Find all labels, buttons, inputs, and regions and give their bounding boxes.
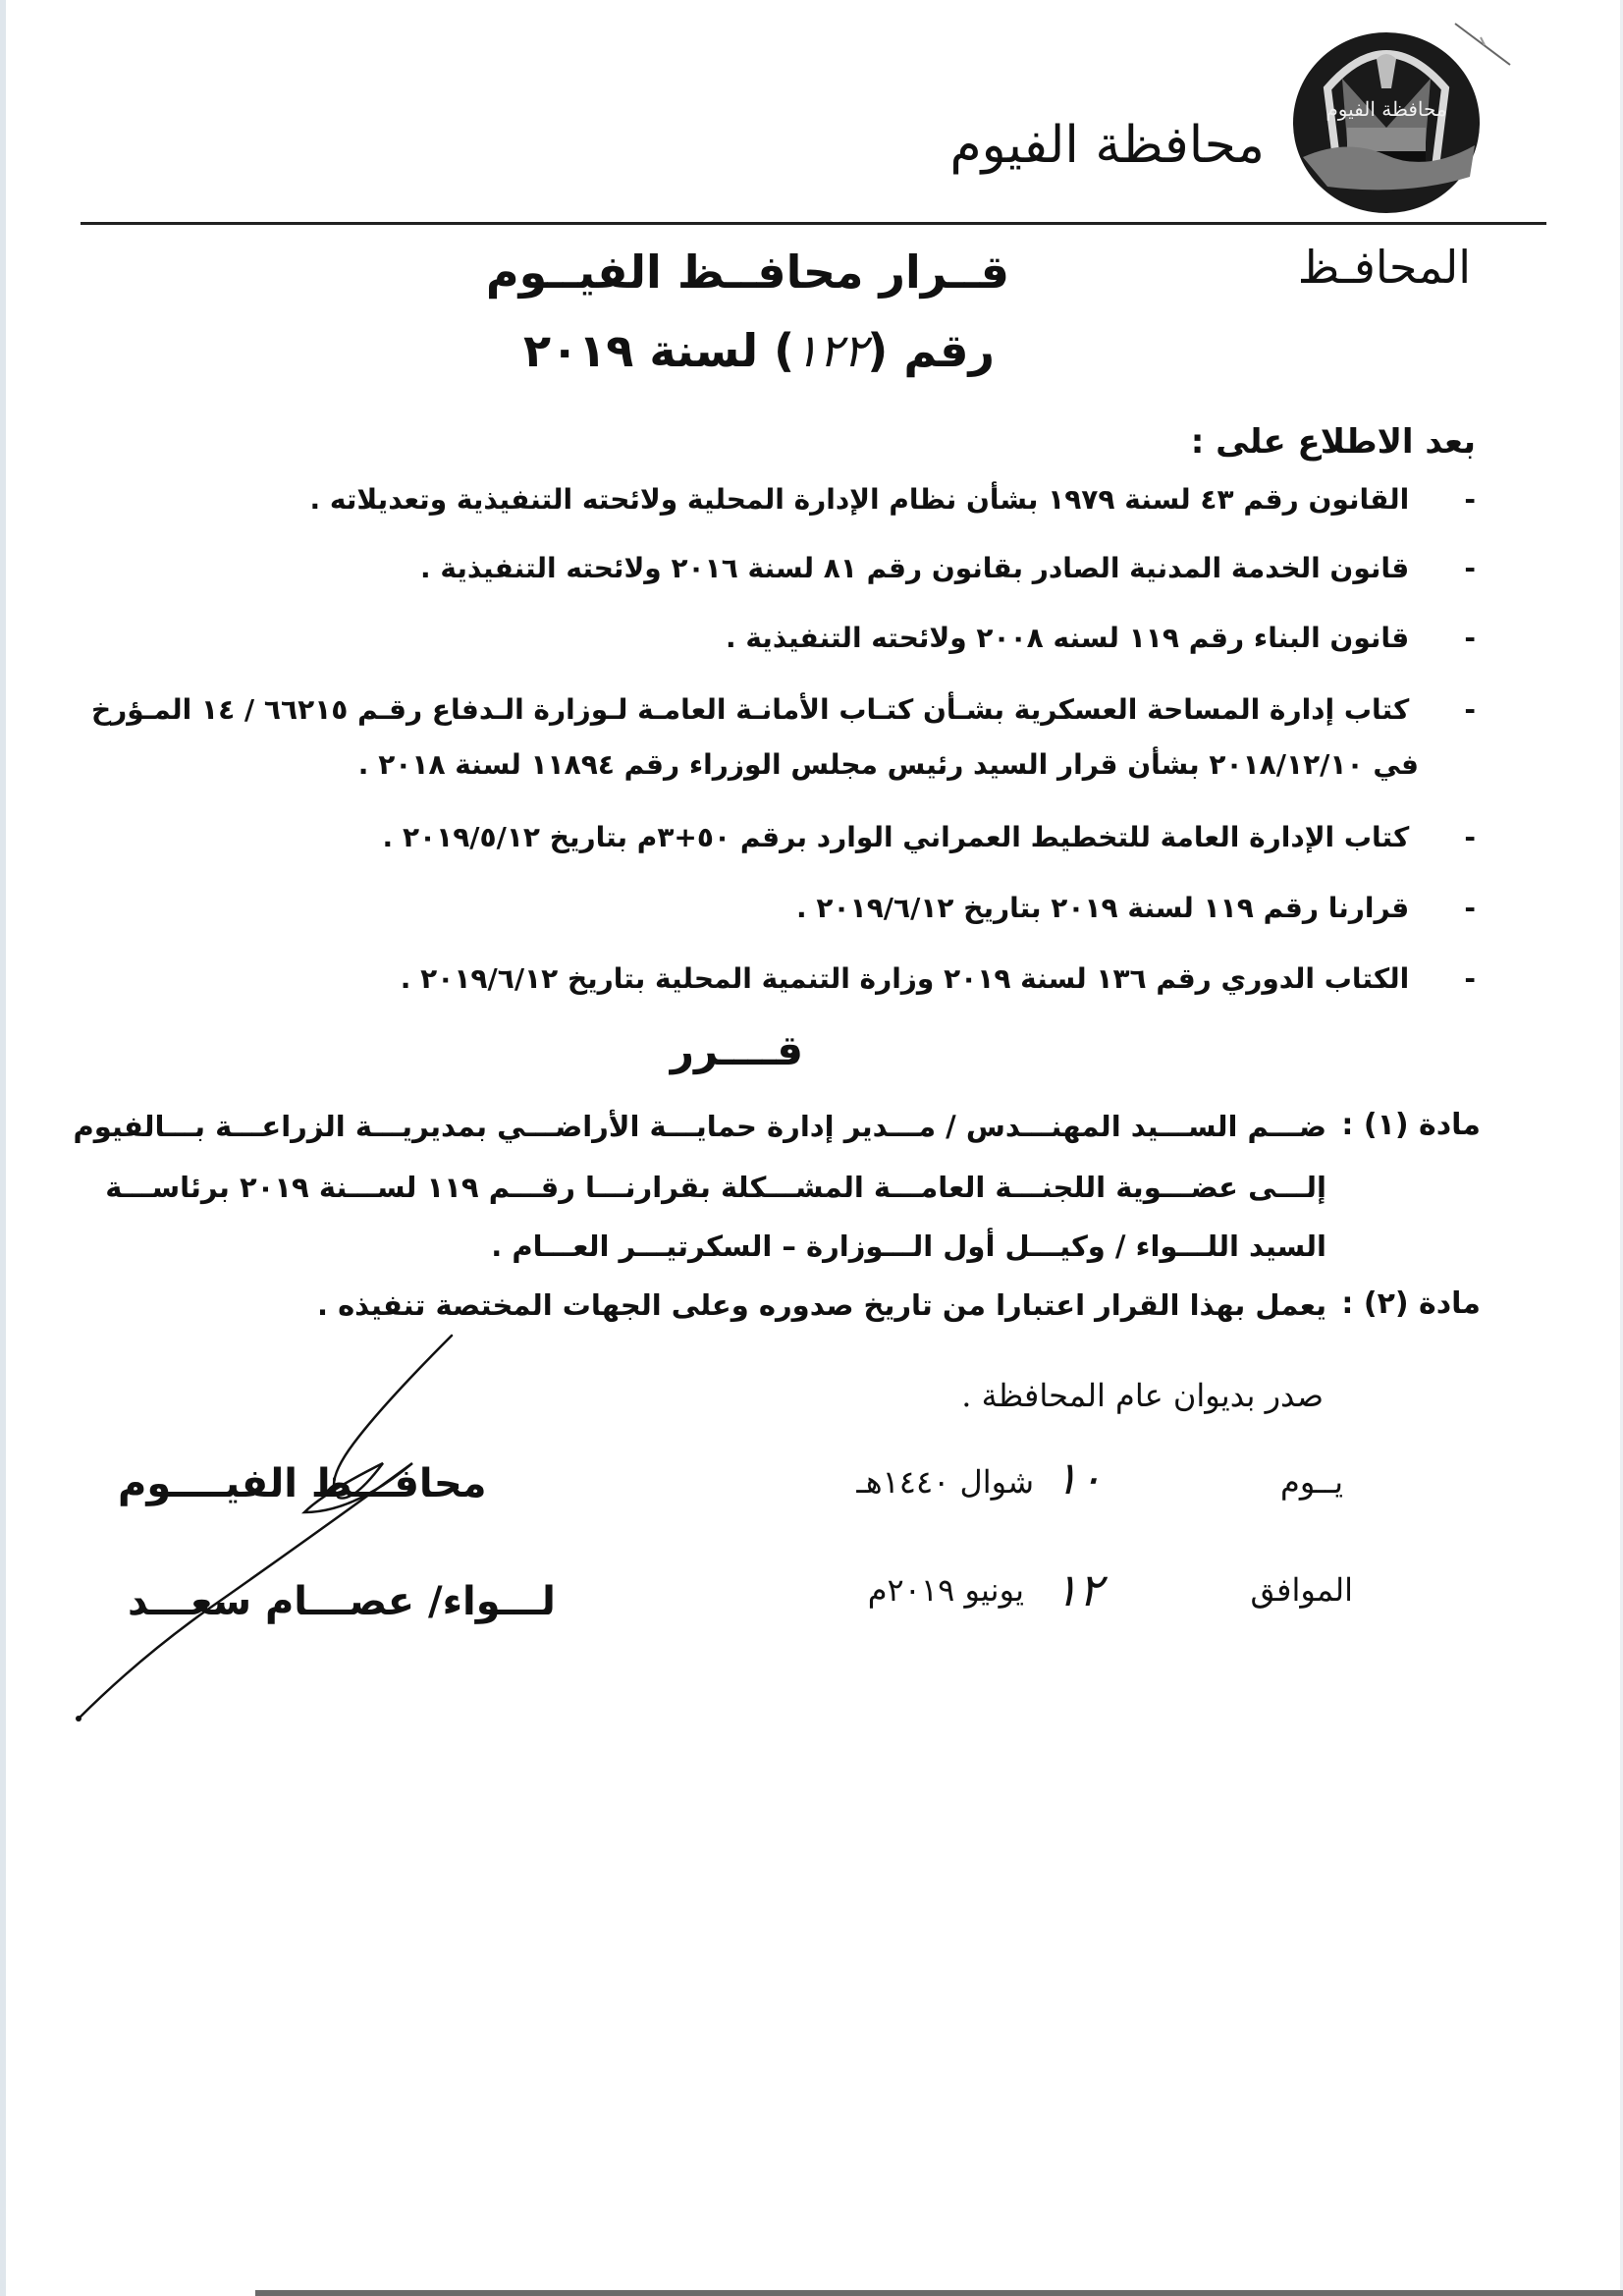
governorate-name: محافظة الفيوم (949, 116, 1265, 175)
hijri-day-label: يــوم (1280, 1463, 1343, 1501)
bullet-dash: - (1464, 622, 1476, 654)
reference-item (726, 622, 1476, 654)
decision-title: قــرار محافــظ الفيــوم (485, 246, 1009, 299)
reference-item (420, 552, 1476, 584)
reference-text: كتاب الإدارة العامة للتخطيط العمراني الوارد برقم ٥٠+٣م بتاريخ ٢٠١٩/٥/١٢ . (382, 821, 1410, 853)
reference-text: قانون الخدمة المدنية الصادر بقانون رقم ٨١ لسنة ٢٠١٦ ولائحته التنفيذية . (419, 552, 1410, 584)
gregorian-day-label: الموافق (1250, 1571, 1353, 1609)
office-label: المحافـظ (1297, 241, 1471, 294)
article-1-line: إلـــى عضـــوية اللجنـــة العامـــة المشـــكلة بقرارنـــا رقـــم ١١٩ لســـنة ٢٠١٩ برئاســـة (105, 1171, 1326, 1204)
reference-item (91, 693, 1476, 726)
gregorian-month-year: يونيو ٢٠١٩م (867, 1571, 1024, 1609)
reference-text-continued: في ٢٠١٨/١٢/١٠ بشأن قرار السيد رئيس مجلس الوزراء رقم ١١٨٩٤ لسنة ٢٠١٨ . (357, 748, 1419, 781)
bullet-dash: - (1464, 962, 1476, 995)
hijri-day-handwritten: ١٠ (1054, 1451, 1103, 1504)
decision-number-suffix: ) لسنة ٢٠١٩ (523, 324, 795, 377)
signatory-name: لـــواء/ عصـــام سعـــد (128, 1579, 556, 1624)
bullet-dash: - (1464, 483, 1476, 516)
hijri-month-year: شوال ١٤٤٠هـ (856, 1463, 1034, 1501)
bullet-dash: - (1464, 821, 1476, 853)
decision-number (523, 324, 995, 377)
article-1-label: مادة (١) : (1341, 1108, 1481, 1142)
article-1-line: ضـــم الســـيد المهنـــدس / مـــدير إدارة حمايـــة الأراضـــي بمديريـــة الزراعـــة بـــالفيوم (73, 1110, 1326, 1143)
scan-edge-bottom (255, 2290, 1623, 2296)
scan-edge-left (0, 0, 6, 2296)
bullet-dash: - (1464, 693, 1476, 726)
article-1-line: السيد اللـــواء / وكيـــل أول الـــوزارة – السكرتيـــر العـــام . (491, 1230, 1326, 1263)
bullet-dash: - (1464, 892, 1476, 924)
reference-text: قانون البناء رقم ١١٩ لسنه ٢٠٠٨ ولائحته التنفيذية . (725, 622, 1410, 654)
signatory-title: محافـــظ الفيــــوم (118, 1461, 487, 1506)
scan-artifact-line (1453, 20, 1512, 69)
gregorian-day-handwritten: ١٢ (1054, 1563, 1103, 1616)
issuance-statement: صدر بديوان عام المحافظة . (961, 1377, 1324, 1414)
decided-heading: قــــرر (670, 1026, 803, 1074)
decision-number-handwritten: ١٢٢ (794, 324, 868, 377)
bullet-dash: - (1464, 552, 1476, 584)
reference-text: كتاب إدارة المساحة العسكرية بشـأن كتـاب الأمانـة العامـة لـوزارة الـدفاع رقـم ٦٦٢١٥ / ١٤ المـؤرخ (90, 693, 1410, 726)
preamble-heading: بعد الاطلاع على : (1190, 422, 1476, 462)
header-divider (81, 222, 1546, 225)
article-2-line: يعمل بهذا القرار اعتبارا من تاريخ صدوره وعلى الجهات المختصة تنفيذه . (316, 1288, 1326, 1322)
reference-text: قرارنا رقم ١١٩ لسنة ٢٠١٩ بتاريخ ٢٠١٩/٦/١٢ . (796, 892, 1410, 924)
reference-text: الكتاب الدوري رقم ١٣٦ لسنة ٢٠١٩ وزارة التنمية المحلية بتاريخ ٢٠١٩/٦/١٢ . (400, 962, 1410, 995)
article-2-label: مادة (٢) : (1341, 1286, 1481, 1321)
handwritten-signature-icon (59, 1316, 609, 1748)
reference-item (401, 962, 1476, 995)
emblem-text: محافظة الفيوم (1325, 97, 1447, 121)
reference-item (383, 821, 1476, 853)
decision-number-prefix: رقم ( (867, 324, 995, 377)
reference-text: القانون رقم ٤٣ لسنة ١٩٧٩ بشأن نظام الإدارة المحلية ولائحته التنفيذية وتعديلاته . (309, 483, 1410, 516)
reference-item (796, 892, 1476, 924)
reference-item (310, 483, 1476, 516)
